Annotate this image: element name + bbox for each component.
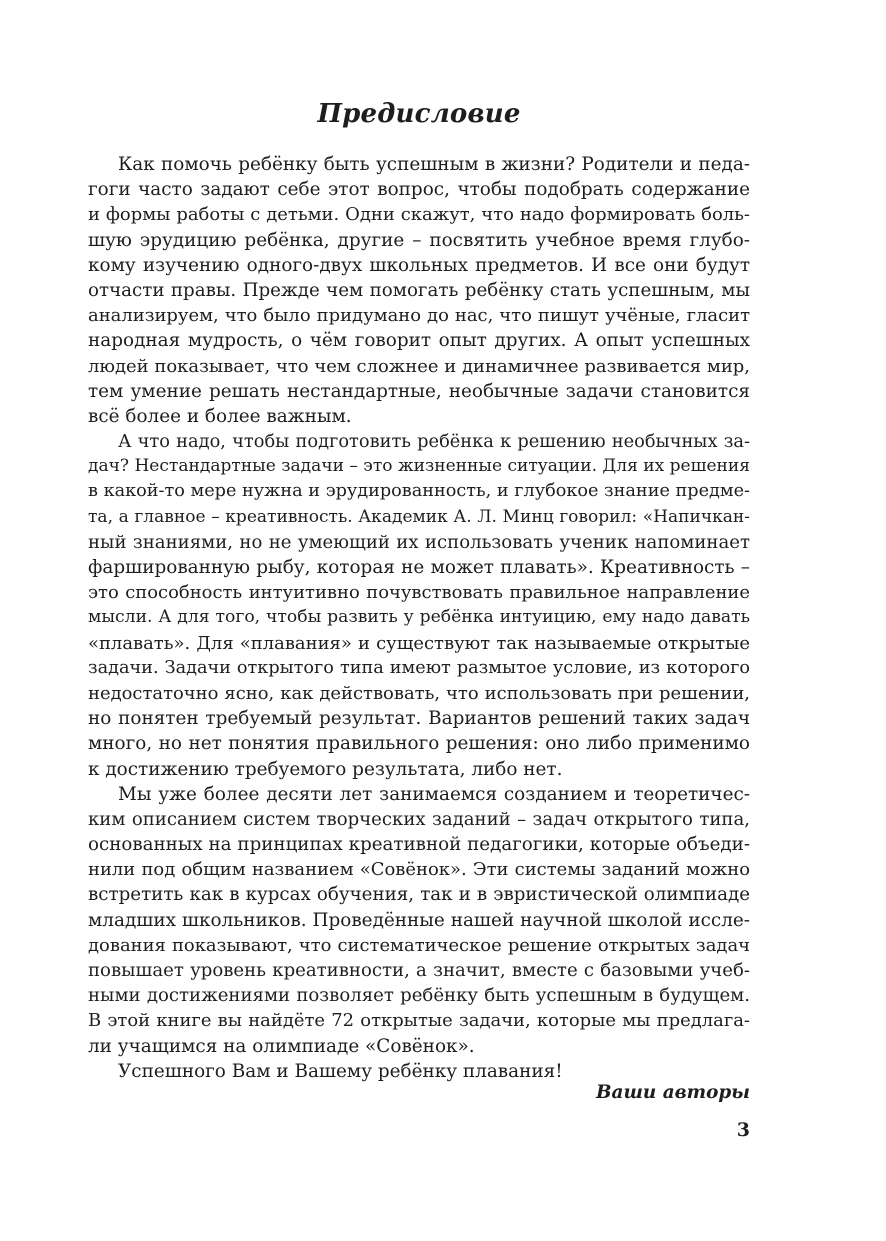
text-line: ли учащимся на олимпиаде «Совёнок». xyxy=(88,1035,475,1057)
text-line: ными достижениями позволяет ребёнку быть успешным в будущем. xyxy=(88,985,750,1007)
text-line: повышает уровень креативности, а значит, вместе с базовыми учеб- xyxy=(88,960,750,981)
text-line: задачи. Задачи открытого типа имеют размытое условие, из которого xyxy=(88,657,750,678)
text-line: основанных на принципах креативной педагогики, которые объеди- xyxy=(88,834,750,856)
text-line: анализируем, что было придумано до нас, что пишут учёные, гласит xyxy=(88,305,750,327)
text-line: встретить как в курсах обучения, так и в эвристической олимпиаде xyxy=(88,884,750,906)
signature: Ваши авторы xyxy=(596,1082,750,1103)
preface-body xyxy=(88,152,750,1084)
text-line: дования показывают, что систематическое решение открытых задач xyxy=(88,934,750,956)
text-line: Успешного Вам и Вашему ребёнку плавания! xyxy=(118,1060,563,1082)
text-line: дач? Нестандартные задачи – это жизненные ситуации. Для их решения xyxy=(88,456,750,477)
text-line: это способность интуитивно почувствовать правильное направление xyxy=(88,582,750,604)
text-line: отчасти правы. Прежде чем помогать ребёнку стать успешным, мы xyxy=(88,279,750,301)
text-line: младших школьников. Проведённые нашей научной школой иссле- xyxy=(88,909,750,931)
text-line: людей показывает, что чем сложнее и динамичнее развивается мир, xyxy=(88,355,750,377)
page-number: 3 xyxy=(736,1119,750,1141)
paragraph xyxy=(88,782,750,1059)
text-line: много, но нет понятия правильного решения: оно либо применимо xyxy=(88,733,750,755)
text-line: но понятен требуемый результат. Вариантов решений таких задач xyxy=(88,708,750,730)
text-line: кому изучению одного-двух школьных предметов. И все они будут xyxy=(88,254,750,276)
text-line: к достижению требуемого результата, либо нет. xyxy=(88,758,563,780)
text-line: ный знаниями, но не умеющий их использовать ученик напоминает xyxy=(88,531,750,553)
text-line: Мы уже более десяти лет занимаемся созданием и теоретичес- xyxy=(118,783,750,805)
text-line: тем умение решать нестандартные, необычные задачи становится xyxy=(88,380,750,402)
text-line: гоги часто задают себе этот вопрос, чтобы подобрать содержание xyxy=(88,179,750,201)
text-line: та, а главное – креативность. Академик А. Л. Минц говорил: «Напичкан- xyxy=(88,506,750,527)
text-line: народная мудрость, о чём говорит опыт других. А опыт успешных xyxy=(88,330,750,352)
text-line: А что надо, чтобы подготовить ребёнка к решению необычных за- xyxy=(118,431,750,453)
text-line: недостаточно ясно, как действовать, что использовать при решении, xyxy=(88,682,750,704)
text-line: в какой-то мере нужна и эрудированность, и глубокое знание предме- xyxy=(88,481,750,502)
text-line: фаршированную рыбу, которая не может плавать». Креативность – xyxy=(88,557,750,578)
text-line: всё более и более важным. xyxy=(88,405,352,427)
text-line: шую эрудицию ребёнка, другие – посвятить учебное время глубо- xyxy=(88,229,750,251)
paragraph xyxy=(88,429,750,782)
text-line: В этой книге вы найдёте 72 открытые задачи, которые мы предлага- xyxy=(88,1010,750,1032)
text-line: «плавать». Для «плавания» и существуют так называемые открытые xyxy=(88,632,750,654)
text-line: ким описанием систем творческих заданий – задач открытого типа, xyxy=(88,808,750,830)
text-line: Как помочь ребёнку быть успешным в жизни? Родители и педа- xyxy=(118,154,750,175)
text-line: и формы работы с детьми. Одни скажут, что надо формировать боль- xyxy=(88,204,750,226)
paragraph xyxy=(88,152,750,429)
text-line: мысли. А для того, чтобы развить у ребёнка интуицию, ему надо давать xyxy=(88,607,750,628)
text-line: нили под общим названием «Совёнок». Эти системы заданий можно xyxy=(88,859,750,881)
page-title: Предисловие xyxy=(317,99,521,129)
